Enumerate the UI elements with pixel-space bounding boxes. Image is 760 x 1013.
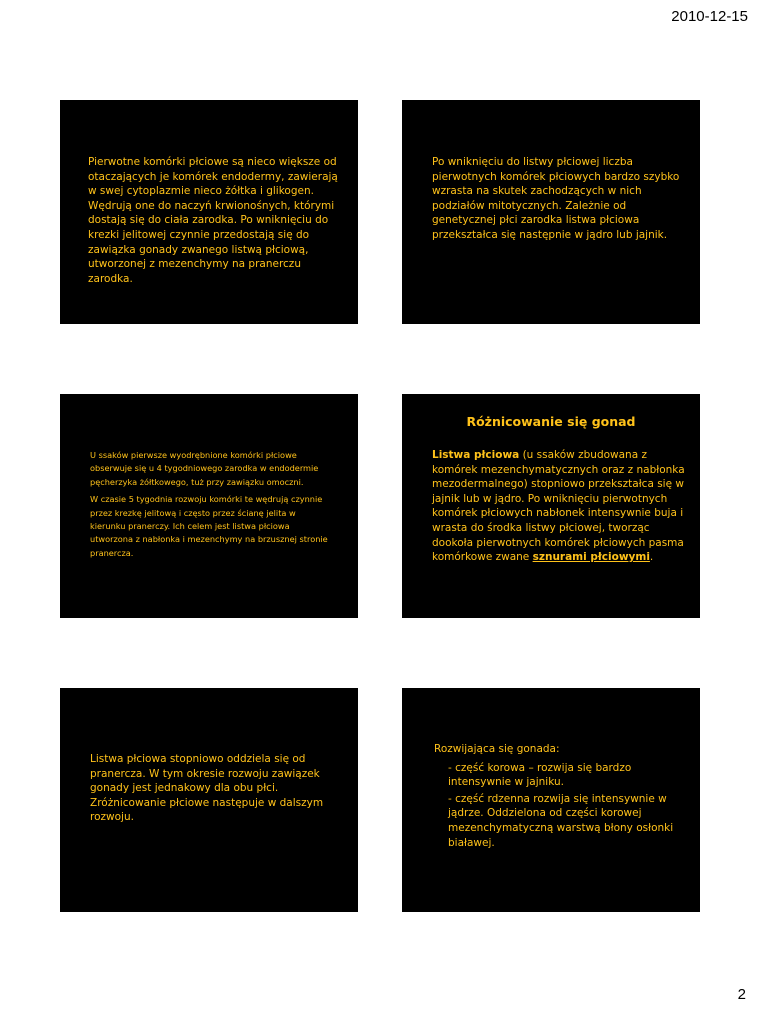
slide-2-text: Po wniknięciu do listwy płciowej liczba pierwotnych komórek płciowych bardzo szybko wzrasta na skutek zachodzących w nich podziałów mitotycznych. Zależnie od genetycznej płci zarodka listwa płciowa przekształca się następnie w jądro lub jajnik. <box>432 156 680 241</box>
slide-1-text: Pierwotne komórki płciowe są nieco większe od otaczających je komórek endodermy, zawierają w swej cytoplazmie nieco żółtka i glikogen. Wędrują one do naczyń krwionośnych, którymi dostają się do ciała zarodka. Po wniknięciu do krezki jelitowej czynnie przedostają się do zawiązka gonady zwanego listwą płciową, utworzonej z mezenchymy na pranerczu zarodka. <box>88 156 338 285</box>
slide-4-highlight: sznurami płciowymi <box>532 551 650 564</box>
slide-thumbnail-5 <box>60 688 358 912</box>
slide-4-body: (u ssaków zbudowana z komórek mezenchymatycznych oraz z nabłonka mezodermalnego) stopniowo przekształca się w jajnik lub w jądro. Po wniknięciu pierwotnych komórek płciowych nabłonek intensywnie buja i wrasta do środka listwy płciowej, tworząc dookoła pierwotnych komórek płciowych pasma komórkowe zwane <box>432 449 685 564</box>
slide-thumbnail-2 <box>402 100 700 324</box>
slide-6-item-1: - część korowa – rozwija się bardzo intensywnie w jajniku. <box>448 761 632 789</box>
page-number: 2 <box>737 986 746 1003</box>
slide-3-paragraph-2: W czasie 5 tygodnia rozwoju komórki te wędrują czynnie przez krezkę jelitową i często przez ścianę jelita w kierunku pranerczy. Ich celem jest listwa płciowa utworzona z nabłonka i mezenchymy na brzusznej stronie pranercza. <box>90 494 328 558</box>
slide-4-title: Różnicowanie się gonad <box>466 414 636 429</box>
slide-5-text: Listwa płciowa stopniowo oddziela się od pranercza. W tym okresie rozwoju zawiązek gonady jest jednakowy dla obu płci. Zróżnicowanie płciowe następuje w dalszym rozwoju. <box>90 753 324 824</box>
slide-thumbnail-4 <box>402 394 700 618</box>
slide-4-end: . <box>649 551 654 564</box>
slide-4-text <box>432 448 690 565</box>
slide-thumbnail-3 <box>60 394 358 618</box>
slide-4-term: Listwa płciowa <box>432 449 520 461</box>
slide-6-item-2: - część rdzenna rozwija się intensywnie w jądrze. Oddzielona od części korowej mezenchymatyczną warstwą błony osłonki białawej. <box>448 792 674 849</box>
slide-3-text <box>90 449 330 564</box>
slide-6-text <box>434 742 684 852</box>
slide-thumbnail-1 <box>60 100 358 324</box>
slide-thumbnail-6 <box>402 688 700 912</box>
print-date: 2010-12-15 <box>671 8 748 25</box>
slide-6-lead: Rozwijająca się gonada: <box>434 743 560 755</box>
slide-3-paragraph-1: U ssaków pierwsze wyodrębnione komórki płciowe obserwuje się u 4 tygodniowego zarodka w endodermie pęcherzyka żółtkowego, tuż przy zawiązku omoczni. <box>90 450 319 487</box>
